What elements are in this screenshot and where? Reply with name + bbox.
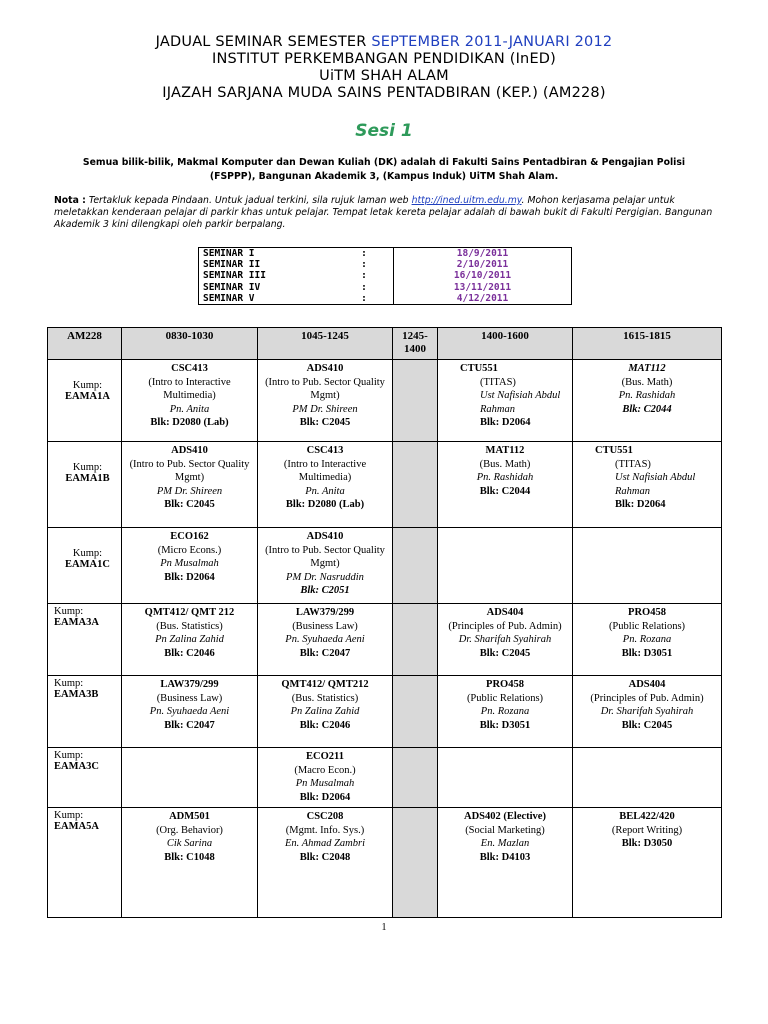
course-title: (Business Law) [292,620,358,632]
lecturer-name: Pn. Rashidah [476,472,534,483]
course-code: PRO458 [486,679,524,690]
class-cell [122,360,258,442]
note-label: Nota : [54,195,86,206]
institute-line: INSTITUT PERKEMBANGAN PENDIDIKAN (InED) [211,51,557,67]
group-code: EAMA1C [65,559,110,570]
campus-line: UiTM SHAH ALAM [319,68,449,84]
course-title: (Principles of Pub. Admin) [590,692,704,704]
group-label: Kump: [54,750,84,761]
page-number: 1 [381,922,387,933]
program-line: IJAZAH SARJANA MUDA SAINS PENTADBIRAN (KEP.) (AM228) [162,85,606,101]
course-title: (Intro to Interactive Multimedia) [283,458,367,483]
class-cell [122,748,258,808]
schedule-row [48,604,722,676]
lunch-break-cell [393,604,438,676]
room-location: Blk: C2044 [479,485,531,497]
room-location: Blk: D2080 (Lab) [285,499,365,510]
seminar-row [199,282,572,293]
schedule-row [48,442,722,528]
course-code: QMT412/ QMT212 [281,679,369,690]
group-cell [48,360,122,442]
title-prefix: JADUAL SEMINAR SEMESTER [155,34,367,50]
course-code: CTU551 [595,445,633,456]
venue-notice [40,156,728,184]
room-location: Blk: C2045 [299,417,351,428]
room-location: Blk: C2047 [164,719,215,731]
course-code: ADS404 [628,679,666,690]
lunch-break-cell [393,676,438,748]
lecturer-name: En. Mazlan [480,838,530,849]
seminar-separator: : [335,282,394,293]
class-cell [258,748,393,808]
group-code: EAMA1A [65,391,110,402]
class-cell [573,676,722,748]
session-title: Sesi 1 [355,121,413,141]
room-location: Blk: C2045 [621,719,673,731]
seminar-row [199,259,572,270]
schedule-header-cell: 1615-1815 [573,328,722,360]
course-title: (Bus. Math) [479,458,531,470]
lecturer-name: Pn Zalina Zahid [155,634,224,645]
website-link[interactable]: http://ined.uitm.edu.my [411,195,522,206]
group-code: EAMA3B [54,689,99,700]
room-location: Blk: D2064 [615,499,666,510]
room-location: Blk: C2051 [300,585,350,596]
room-location: Blk: D2080 (Lab) [150,417,229,428]
course-code: BEL422/420 [619,811,675,822]
schedule-row [48,528,722,604]
lecturer-name: Pn Musalmah [160,558,219,569]
class-cell [258,676,393,748]
course-title: (Public Relations) [466,692,544,704]
lecturer-name: Pn. Rozana [622,634,672,645]
title-semester: SEPTEMBER 2011-JANUARI 2012 [371,34,613,50]
schedule-header-cell: AM228 [48,328,122,360]
group-cell [48,442,122,528]
class-cell [438,528,573,604]
seminar-name: SEMINAR I [203,248,255,259]
lecturer-name: Ust Nafisiah Abdul Rahman [480,390,561,415]
class-cell [438,748,573,808]
course-code: MAT112 [485,445,525,456]
seminar-separator: : [335,293,394,305]
seminar-date: 2/10/2011 [456,259,509,271]
course-code: ECO162 [170,531,209,542]
room-location: Blk: C2046 [164,647,215,659]
schedule-header-row [48,328,722,360]
course-title: (Principles of Pub. Admin) [448,620,562,632]
course-title: (Intro to Pub. Sector Quality Mgmt) [129,458,250,483]
schedule-row [48,808,722,918]
group-cell [48,528,122,604]
course-code: ADM501 [169,811,210,822]
group-label: Kump: [54,810,84,821]
class-cell [438,360,573,442]
room-location: Blk: D2064 [164,571,215,583]
course-title: (TITAS) [615,458,651,470]
seminar-name: SEMINAR IV [203,281,261,293]
class-cell [438,442,573,528]
room-location: Blk: C1048 [164,851,215,863]
lecturer-name: PM Dr. Shireen [292,403,358,415]
lunch-break-cell [393,808,438,918]
seminar-row [199,270,572,281]
title-line [0,34,768,51]
group-code: EAMA1B [65,473,110,484]
schedule-header-cell: 1045-1245 [258,328,393,360]
room-location: Blk: C2046 [299,719,351,731]
seminar-name: SEMINAR V [203,292,255,304]
class-cell [122,604,258,676]
lunch-break-cell [393,442,438,528]
seminar-separator: : [335,270,394,281]
course-code: QMT412/ QMT 212 [144,607,235,618]
seminar-name: SEMINAR II [203,259,261,271]
lecturer-name: Cik Sarina [166,838,213,849]
lecturer-name: En. Ahmad Zambri [284,838,366,849]
schedule-row [48,360,722,442]
class-cell [258,360,393,442]
group-code: EAMA3C [54,761,99,772]
room-location: Blk: C2045 [164,499,215,510]
course-code: MAT112 [628,363,666,374]
room-location: Blk: D3051 [621,647,673,659]
schedule-row [48,676,722,748]
course-code: CSC413 [171,363,208,374]
group-cell [48,748,122,808]
course-code: ADS410 [306,363,344,374]
lecturer-name: Pn. Syuhaeda Aeni [285,634,365,645]
lecturer-name: PM Dr. Shireen [156,485,223,497]
course-title: (Report Writing) [611,824,683,836]
class-cell [438,604,573,676]
class-cell [258,528,393,604]
seminar-separator: : [335,248,394,260]
course-code: CTU551 [460,363,498,374]
course-title: (Intro to Pub. Sector Quality Mgmt) [265,544,385,569]
course-title: (Org. Behavior) [156,824,223,836]
course-code: LAW379/299 [160,679,219,690]
note-text-after: . Mohon kerjasama pelajar untuk meletakkan kenderaan pelajar di parkir khas untuk pelajar. Tempat letak kereta pelajar adalah di bawah bukit di Fakulti Pergigian. Bangunan Akademik 3 kini dilengkapi oleh parkir berpalang. [54,195,713,230]
seminar-dates-table [198,247,572,305]
note-paragraph [54,195,714,231]
class-cell [122,808,258,918]
seminar-date: 4/12/2011 [456,292,509,304]
class-cell [258,604,393,676]
room-location: Blk: D2064 [299,791,351,803]
document-header [0,34,768,102]
class-cell [573,528,722,604]
course-code: ECO211 [306,751,344,762]
room-location: Blk: C2044 [622,403,672,415]
room-location: Blk: C2047 [299,647,351,659]
lunch-break-cell [393,528,438,604]
class-cell [573,748,722,808]
course-title: (Mgmt. Info. Sys.) [285,824,365,836]
group-code: EAMA3A [54,617,99,628]
lecturer-name: Ust Nafisiah Abdul Rahman [615,472,696,497]
room-location: Blk: D2064 [480,417,531,428]
schedule-header-cell: 1400-1600 [438,328,573,360]
schedule-header-cell: 0830-1030 [122,328,258,360]
class-cell [573,360,722,442]
course-title: (TITAS) [480,376,516,388]
course-title: (Bus. Statistics) [291,692,359,704]
group-label: Kump: [54,606,84,617]
seminar-date: 13/11/2011 [453,281,512,293]
course-code: PRO458 [628,607,666,618]
course-code: ADS410 [171,445,208,456]
class-cell [438,808,573,918]
lecturer-name: Dr. Sharifah Syahirah [600,706,694,717]
lecturer-name: Dr. Sharifah Syahirah [458,634,552,645]
group-label: Kump: [72,548,103,559]
course-code: CSC208 [306,811,344,822]
course-code: ADS410 [306,531,344,542]
seminar-row [199,293,572,305]
lecturer-name: Pn. Syuhaeda Aeni [149,706,230,717]
course-title: (Intro to Interactive Multimedia) [148,376,231,401]
class-cell [122,676,258,748]
class-cell [122,528,258,604]
group-label: Kump: [72,462,103,473]
room-location: Blk: C2048 [299,851,351,863]
seminar-date: 16/10/2011 [453,270,512,282]
class-cell [258,808,393,918]
lecturer-name: Pn Zalina Zahid [290,706,360,717]
course-title: (Bus. Math) [621,376,673,388]
seminar-name: SEMINAR III [203,270,266,282]
group-label: Kump: [72,380,103,391]
course-code: LAW379/299 [295,607,355,618]
course-title: (Social Marketing) [465,824,545,836]
room-location: Blk: D3051 [479,719,531,731]
course-title: (Macro Econ.) [294,764,356,776]
class-cell [573,604,722,676]
course-title: (Business Law) [156,692,223,704]
lecturer-name: Pn. Anita [305,485,345,497]
group-cell [48,808,122,918]
venue-notice-line2: (FSPPP), Bangunan Akademik 3, (Kampus Induk) UiTM Shah Alam. [209,171,559,182]
lecturer-name: Pn. Rashidah [618,390,676,401]
course-code: ADS404 [486,607,524,618]
group-label: Kump: [54,678,84,689]
course-code: ADS402 (Elective) [464,811,546,822]
course-title: (Bus. Statistics) [156,620,223,632]
schedule-row [48,748,722,808]
course-title: (Intro to Pub. Sector Quality Mgmt) [265,376,385,401]
seminar-row [199,248,572,260]
schedule-table [47,327,722,918]
lecturer-name: PM Dr. Nasruddin [286,571,364,583]
course-code: CSC413 [306,445,344,456]
seminar-separator: : [335,259,394,270]
group-cell [48,604,122,676]
lecturer-name: Pn. Rozana [480,706,530,717]
schedule-header-cell: 1245- 1400 [393,328,438,360]
course-title: (Micro Econs.) [157,544,222,556]
class-cell [438,676,573,748]
lunch-break-cell [393,360,438,442]
room-location: Blk: D4103 [479,851,531,863]
venue-notice-line1: Semua bilik-bilik, Makmal Komputer dan Dewan Kuliah (DK) adalah di Fakulti Sains Pentadbiran & Pengajian Polisi [82,157,686,168]
note-text-before: Tertakluk kepada Pindaan. Untuk jadual terkini, sila rujuk laman web [88,195,409,206]
group-cell [48,676,122,748]
class-cell [573,442,722,528]
room-location: Blk: D3050 [621,838,673,849]
group-code: EAMA5A [54,821,99,832]
course-title: (Public Relations) [608,620,686,632]
room-location: Blk: C2045 [479,647,531,659]
lecturer-name: Pn. Anita [169,403,210,415]
lecturer-name: Pn Musalmah [295,778,355,789]
class-cell [573,808,722,918]
lunch-break-cell [393,748,438,808]
class-cell [122,442,258,528]
seminar-date: 18/9/2011 [456,248,509,259]
class-cell [258,442,393,528]
